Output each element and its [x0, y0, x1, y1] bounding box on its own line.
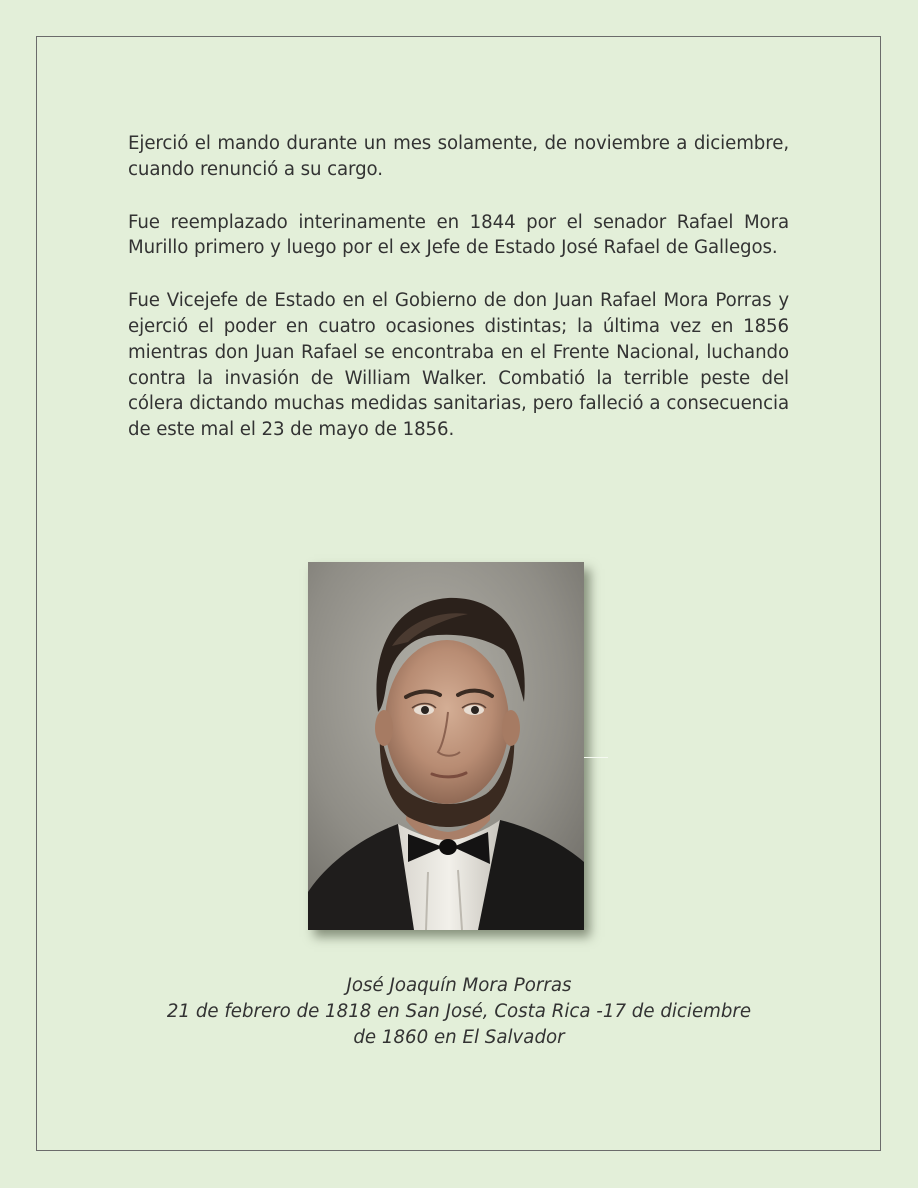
paragraph-vicejefe: Fue Vicejefe de Estado en el Gobierno de don Juan Rafael Mora Porras y ejerció el poder en cuatro ocasiones distintas; la última vez en 1856 mientras don Juan Rafael se encontraba en el Frente Nacional, luchando contra la invasión de William Walker. Combatió la terrible peste del cólera dictando muchas medidas sanitarias, pero falleció a consecuencia de este mal el 23 de mayo de 1856. [128, 290, 789, 441]
paragraph-term: Ejerció el mando durante un mes solamente, de noviembre a diciembre, cuando renunció a su cargo. [128, 133, 789, 180]
portrait-image [308, 562, 584, 930]
caption-dates-line2: de 1860 en El Salvador [353, 1027, 565, 1048]
caption-name: José Joaquín Mora Porras [346, 975, 572, 996]
caption-dates-line1: 21 de febrero de 1818 en San José, Costa Rica -17 de diciembre [166, 1001, 752, 1022]
portrait-caption [118, 973, 800, 1051]
paragraph-replacement: Fue reemplazado interinamente en 1844 por el senador Rafael Mora Murillo primero y luego por el ex Jefe de Estado José Rafael de Gallegos. [128, 211, 789, 259]
body-text [128, 131, 789, 470]
image-edge-mark [584, 757, 608, 758]
